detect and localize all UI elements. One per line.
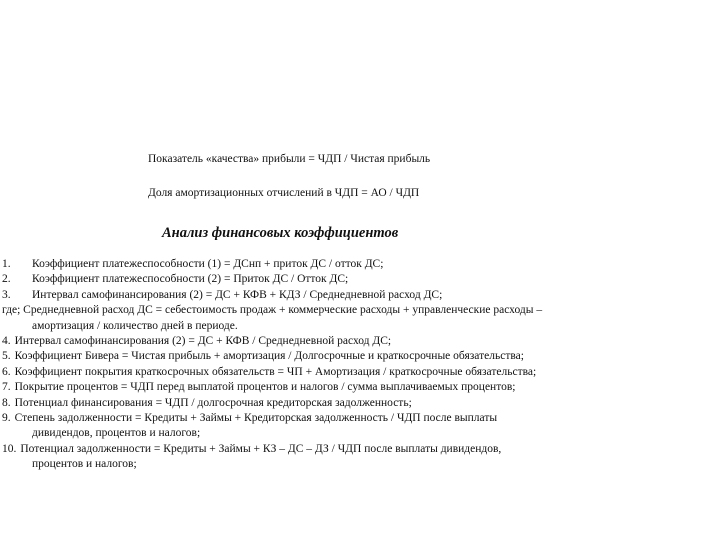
list-item	[2, 334, 714, 349]
item-text: Потенциал финансирования = ЧДП / долгосрочная кредиторская задолженность;	[14, 396, 412, 409]
item-number: 2.	[2, 273, 11, 286]
list-item	[2, 365, 714, 380]
item-number: 10.	[2, 442, 17, 455]
item-number: 8.	[2, 396, 11, 409]
list-item	[2, 349, 714, 364]
item-text: Интервал самофинансирования (2) = ДС + КФВ + КДЗ / Среднедневной расход ДС;	[32, 288, 443, 301]
list-item-continuation	[2, 426, 714, 441]
item-text: Коэффициент платежеспособности (1) = ДСнп + приток ДС / отток ДС;	[32, 258, 384, 270]
item-text: Интервал самофинансирования (2) = ДС + КФВ / Среднедневной расход ДС;	[14, 335, 392, 348]
note-continuation: амортизация / количество дней в периоде.	[32, 319, 238, 332]
item-continuation: дивидендов, процентов и налогов;	[32, 427, 201, 440]
item-number: 6.	[2, 365, 11, 378]
list-item	[2, 380, 714, 395]
note-text: где; Среднедневной расход ДС = себестоимость продаж + коммерческие расходы + управленческие расходы –	[2, 304, 543, 317]
section-heading: Анализ финансовых коэффициентов	[162, 225, 399, 241]
list-item	[2, 442, 714, 457]
item-number: 3.	[2, 288, 11, 301]
list-item-continuation	[2, 319, 714, 334]
item-number: 9.	[2, 412, 11, 425]
item-number: 1.	[2, 258, 11, 270]
item-continuation: процентов и налогов;	[32, 458, 137, 471]
item-text: Коэффициент платежеспособности (2) = Приток ДС / Отток ДС;	[32, 273, 349, 286]
item-number: 4.	[2, 335, 11, 348]
list-item	[2, 411, 714, 426]
amortization-share-formula: Доля амортизационных отчислений в ЧДП = АО / ЧДП	[148, 187, 420, 199]
list-item	[2, 272, 714, 287]
quality-of-profit-formula: Показатель «качества» прибыли = ЧДП / Чистая прибыль	[148, 153, 431, 165]
list-item-note	[2, 303, 714, 318]
list-item	[2, 288, 714, 303]
item-text: Степень задолженности = Кредиты + Займы + Кредиторская задолженность / ЧДП после выплаты	[14, 412, 498, 425]
list-item	[2, 257, 714, 272]
ratios-list	[2, 257, 714, 473]
item-number: 7.	[2, 381, 11, 394]
list-item-continuation	[2, 457, 714, 472]
item-text: Коэффициент Бивера = Чистая прибыль + амортизация / Долгосрочные и краткосрочные обязательства;	[14, 350, 524, 363]
item-text: Коэффициент покрытия краткосрочных обязательств = ЧП + Амортизация / краткосрочные обязательства;	[14, 365, 537, 378]
item-text: Покрытие процентов = ЧДП перед выплатой процентов и налогов / сумма выплачиваемых процентов;	[14, 381, 516, 394]
list-item	[2, 396, 714, 411]
item-number: 5.	[2, 350, 11, 363]
item-text: Потенциал задолженности = Кредиты + Займы + КЗ – ДС – ДЗ / ЧДП после выплаты дивидендов,	[20, 442, 502, 455]
